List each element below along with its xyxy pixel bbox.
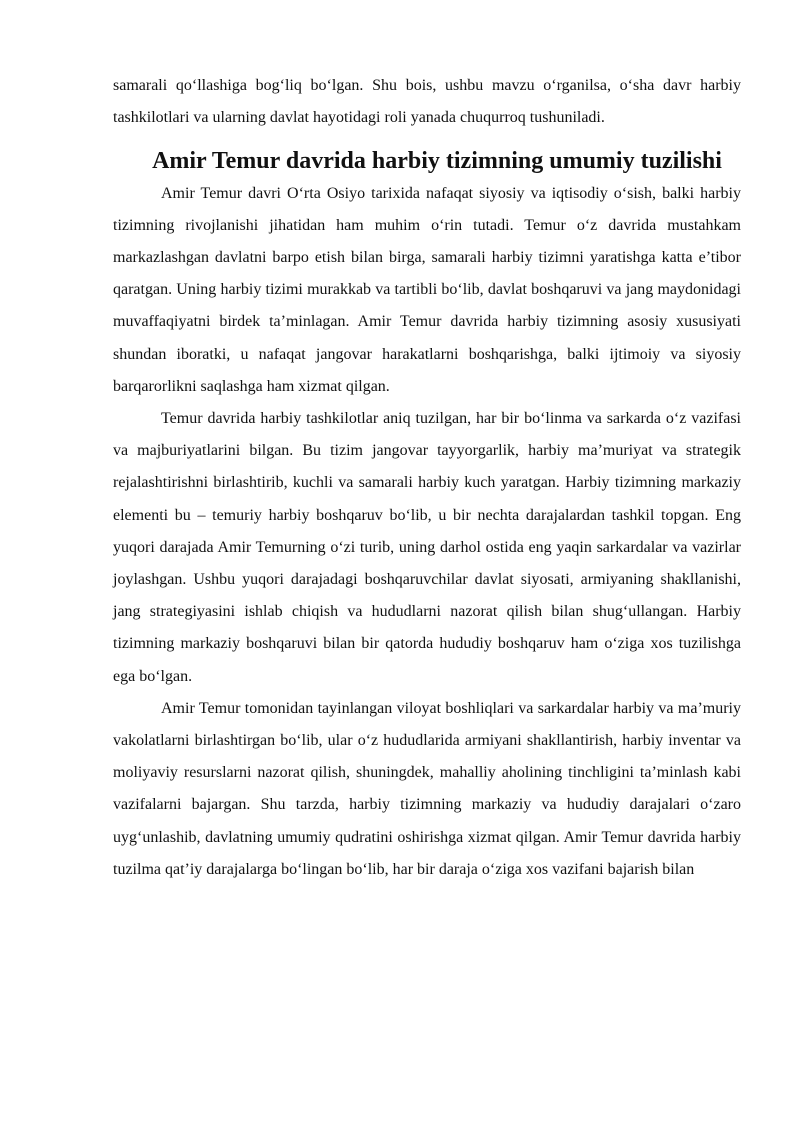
intro-paragraph: samarali qo‘llashiga bog‘liq bo‘lgan. Shu bois, ushbu mavzu o‘rganilsa, o‘sha davr harbiy tashkilotlari va ularning davlat hayotidagi roli yanada chuqurroq tushuniladi.	[113, 77, 741, 127]
body-paragraph-1: Amir Temur davri O‘rta Osiyo tarixida nafaqat siyosiy va iqtisodiy o‘sish, balki harbiy tizimning rivojlanishi jihatidan ham muhim o‘rin tutadi. Temur o‘z davrida mustahkam markazlashgan davlatni barpo etish bilan birga, samarali harbiy tizimni yaratishga katta e’tibor qaratgan. Uning harbiy tizimi murakkab va tartibli bo‘lib, davlat boshqaruvi va jang maydonidagi muvaffaqiyatni birdek ta’minlagan. Amir Temur davrida harbiy tizimning asosiy xususiyati shundan iboratki, u nafaqat jangovar harakatlarni boshqarishga, balki ijtimoiy va siyosiy barqarorlikni saqlashga ham xizmat qilgan.	[113, 184, 741, 395]
body-paragraph-2: Temur davrida harbiy tashkilotlar aniq tuzilgan, har bir bo‘linma va sarkarda o‘z vazifasi va majburiyatlarini bilgan. Bu tizim jangovar tayyorgarlik, harbiy ma’muriyat va strategik rejalashtirishni birlashtirib, kuchli va samarali harbiy kuch yaratgan. Harbiy tizimning markaziy elementi bu – temuriy harbiy boshqaruv bo‘lib, u bir nechta darajalardan tashkil topgan. Eng yuqori darajada Amir Temurning o‘zi turib, uning darhol ostida eng yaqin sarkardalar va vazirlar joylashgan. Ushbu yuqori darajadagi boshqaruvchilar davlat siyosati, armiyaning shakllanishi, jang strategiyasini ishlab chiqish va hududlarni nazorat qilish bilan shug‘ullangan. Harbiy tizimning markaziy boshqaruvi bilan bir qatorda hududiy boshqaruv ham o‘ziga xos tuzilishga ega bo‘lgan.	[113, 410, 741, 685]
section-gap	[113, 134, 741, 145]
body-paragraph-3: Amir Temur tomonidan tayinlangan viloyat boshliqlari va sarkardalar harbiy va ma’muriy vakolatlarni birlashtirgan bo‘lib, ular o‘z hududlarida armiyani shakllantirish, harbiy inventar va moliyaviy resurslarni nazorat qilish, shuningdek, mahalliy aholining tinchligini ta’minlash kabi vazifalarni bajargan. Shu tarzda, harbiy tizimning markaziy va hududiy darajalari o‘zaro uyg‘unlashib, davlatning umumiy qudratini oshirishga xizmat qilgan. Amir Temur davrida harbiy tuzilma qat’iy darajalarga bo‘lingan bo‘lib, har bir daraja o‘ziga xos vazifani bajarish bilan	[113, 699, 741, 878]
document-page	[113, 70, 741, 886]
section-heading: Amir Temur davrida harbiy tizimning umumiy tuzilishi	[152, 148, 722, 175]
